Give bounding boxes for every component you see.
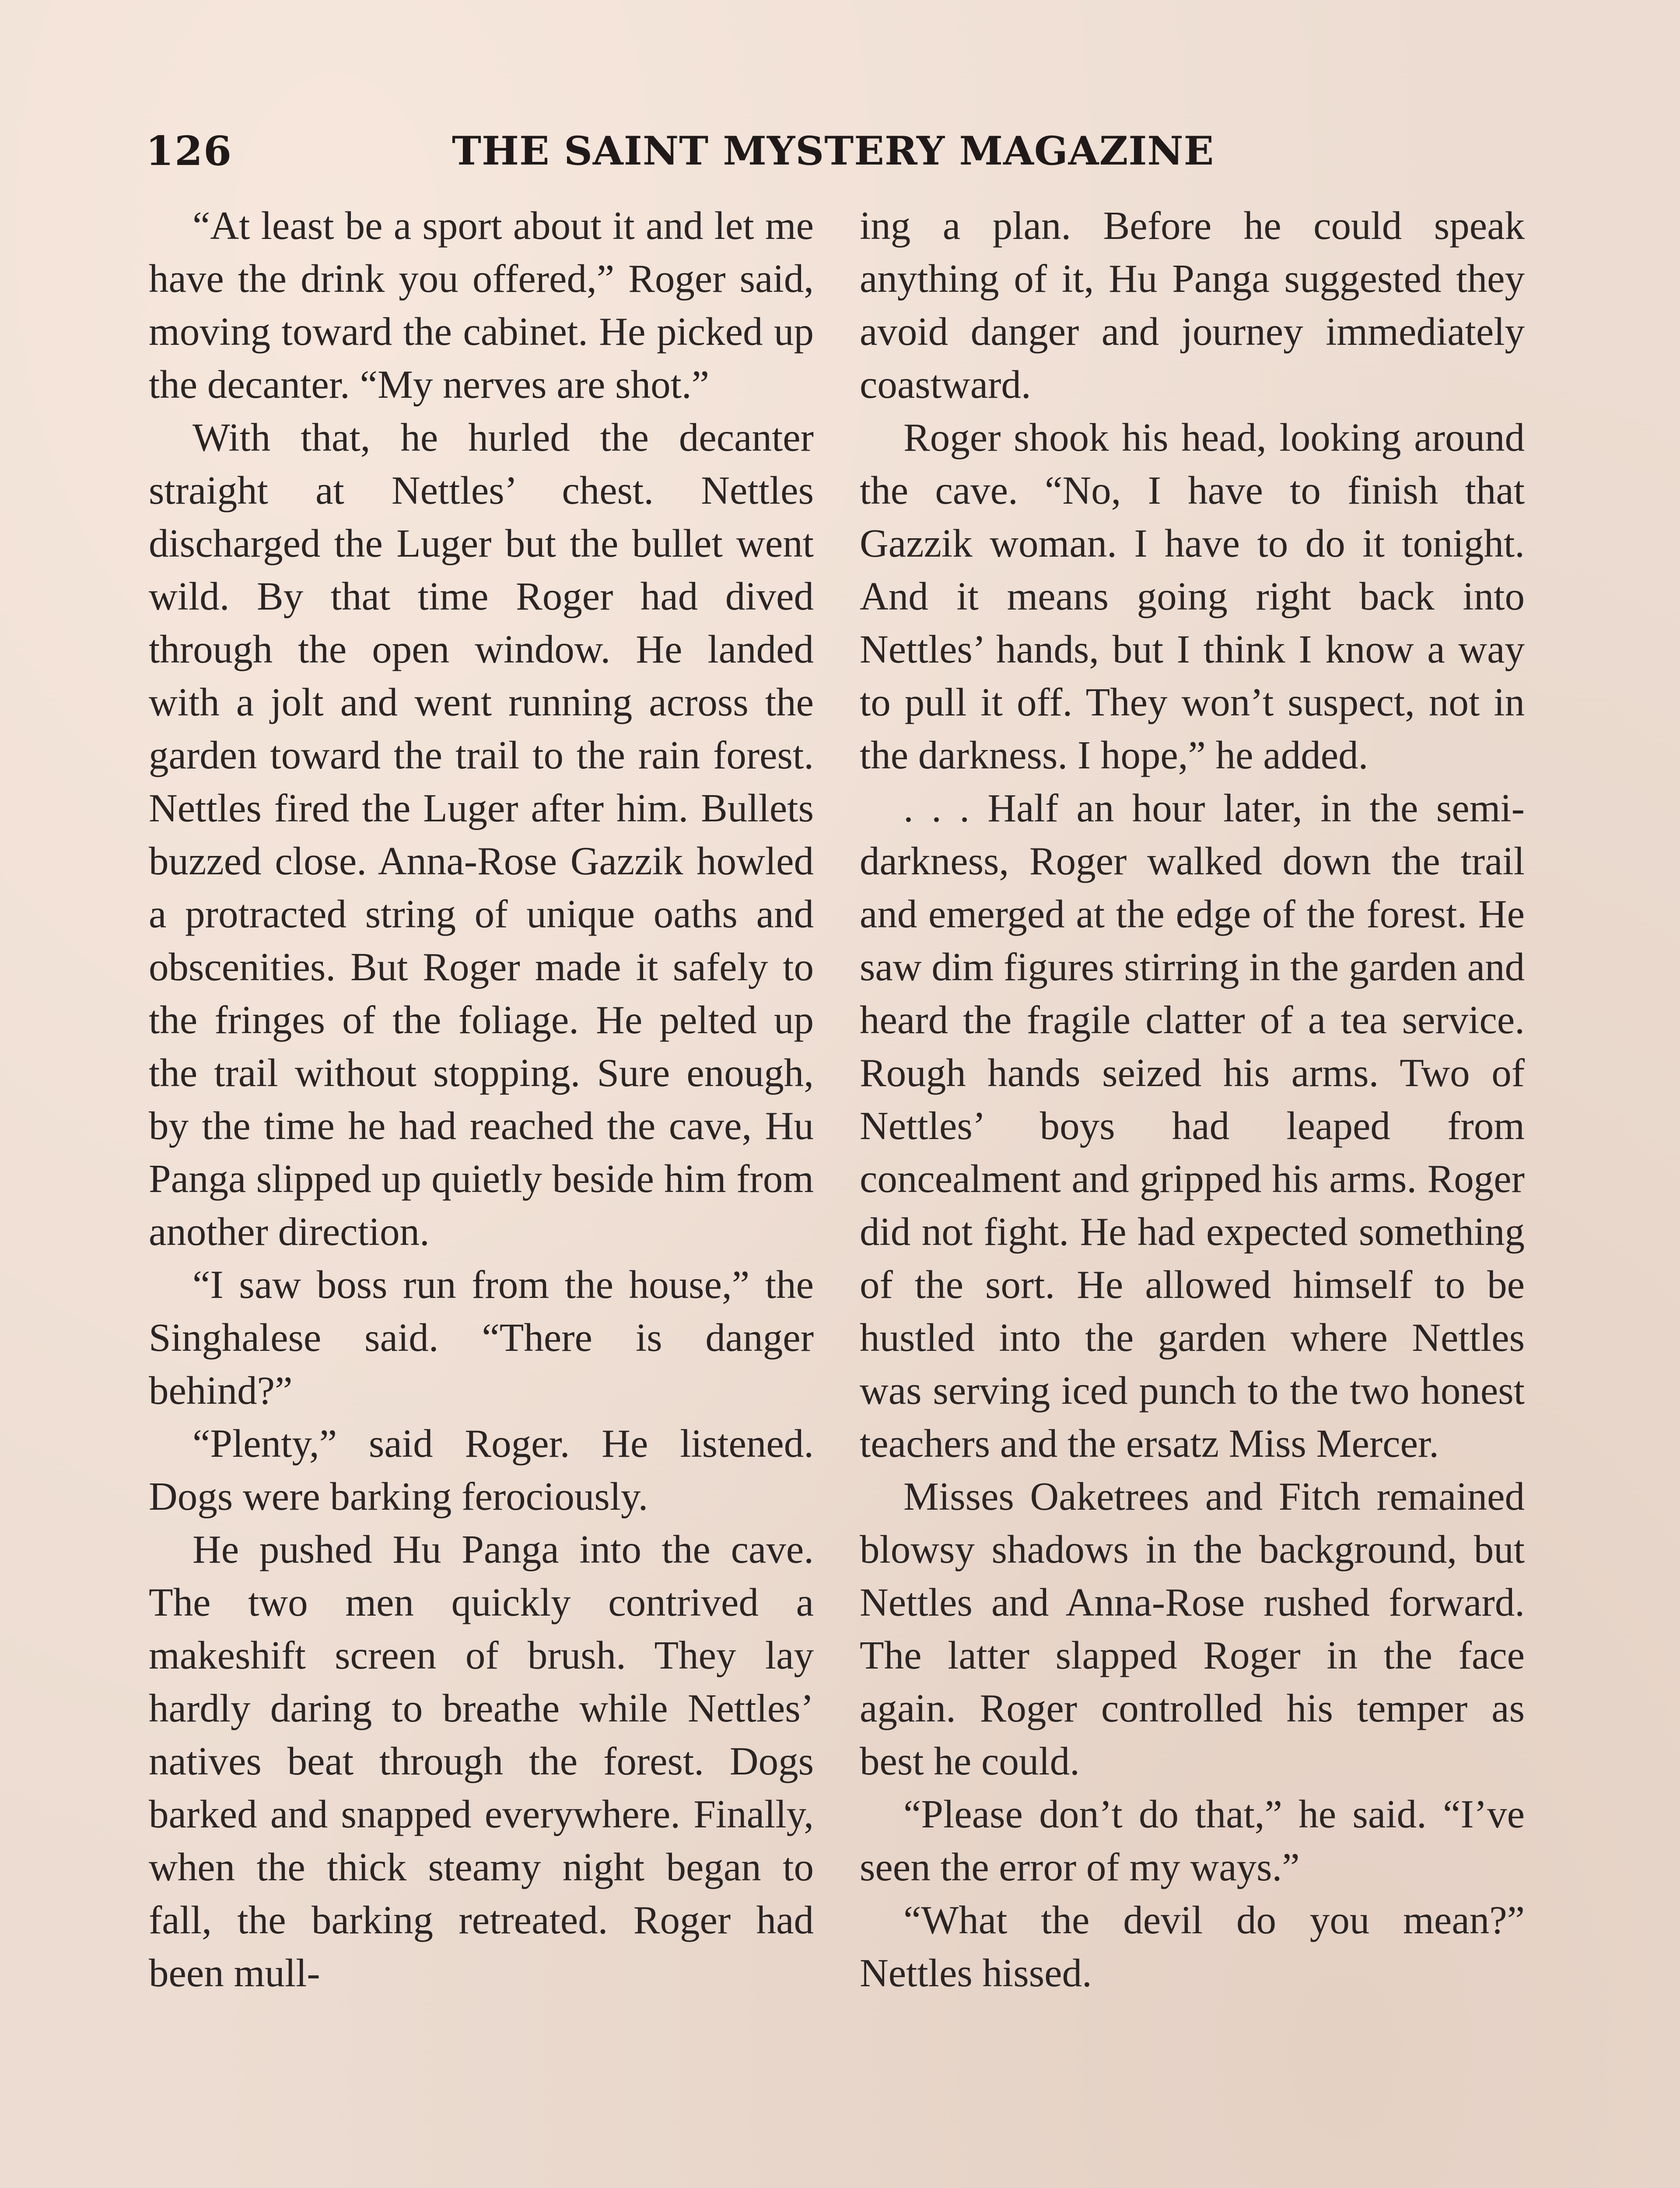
paragraph: Misses Oaketrees and Fitch remained blowsy shadows in the background, but Nettles and Anna-Rose rushed forward. The latter slapped Roger in the face again. Roger controlled his temper as best he could. bbox=[860, 1474, 1525, 1783]
paragraph-continuation: ing a plan. Before he could speak anything of it, Hu Panga suggested they avoid danger and journey immediately coastward. bbox=[860, 203, 1525, 407]
page-header bbox=[146, 120, 1533, 182]
paragraph: “Please don’t do that,” he said. “I’ve seen the error of my ways.” bbox=[860, 1792, 1525, 1889]
paragraph: “I saw boss run from the house,” the Singhalese said. “There is danger behind?” bbox=[149, 1262, 814, 1413]
text-columns bbox=[149, 199, 1531, 2186]
paragraph: . . . Half an hour later, in the semi-darkness, Roger walked down the trail and emerged at the edge of the forest. He saw dim figures stirring in the garden and heard the fragile clatter of a tea service. Rough hands seized his arms. Two of Nettles’ boys had leaped from concealment and gripped his arms. Roger did not fight. He had expected something of the sort. He allowed himself to be hustled into the garden where Nettles was serving iced punch to the two honest teachers and the ersatz Miss Mercer. bbox=[860, 786, 1525, 1466]
right-column bbox=[860, 199, 1525, 2186]
left-column bbox=[149, 199, 814, 2186]
paragraph: “At least be a sport about it and let me have the drink you offered,” Roger said, moving toward the cabinet. He picked up the decanter. “My nerves are shot.” bbox=[149, 203, 814, 407]
paragraph: “What the devil do you mean?” Nettles hissed. bbox=[860, 1898, 1525, 1995]
paragraph: With that, he hurled the decanter straight at Nettles’ chest. Nettles discharged the Luger but the bullet went wild. By that time Roger had dived through the open window. He landed with a jolt and went running across the garden toward the trail to the rain forest. Nettles fired the Luger after him. Bullets buzzed close. Anna-Rose Gazzik howled a protracted string of unique oaths and obscenities. But Roger made it safely to the fringes of the foliage. He pelted up the trail without stopping. Sure enough, by the time he had reached the cave, Hu Panga slipped up quietly beside him from another direction. bbox=[149, 415, 814, 1254]
paragraph: He pushed Hu Panga into the cave. The two men quickly contrived a makeshift screen of brush. They lay hardly daring to breathe while Nettles’ natives beat through the forest. Dogs barked and snapped everywhere. Finally, when the thick steamy night began to fall, the barking retreated. Roger had been mull- bbox=[149, 1527, 814, 1995]
paragraph: “Plenty,” said Roger. He listened. Dogs were barking ferociously. bbox=[149, 1421, 814, 1518]
running-title: THE SAINT MYSTERY MAGAZINE bbox=[452, 128, 1214, 174]
paragraph: Roger shook his head, looking around the cave. “No, I have to finish that Gazzik woman. I have to do it tonight. And it means going right back into Nettles’ hands, but I think I know a way to pull it off. They won’t suspect, not in the darkness. I hope,” he added. bbox=[860, 415, 1525, 777]
page-number: 126 bbox=[146, 127, 233, 175]
